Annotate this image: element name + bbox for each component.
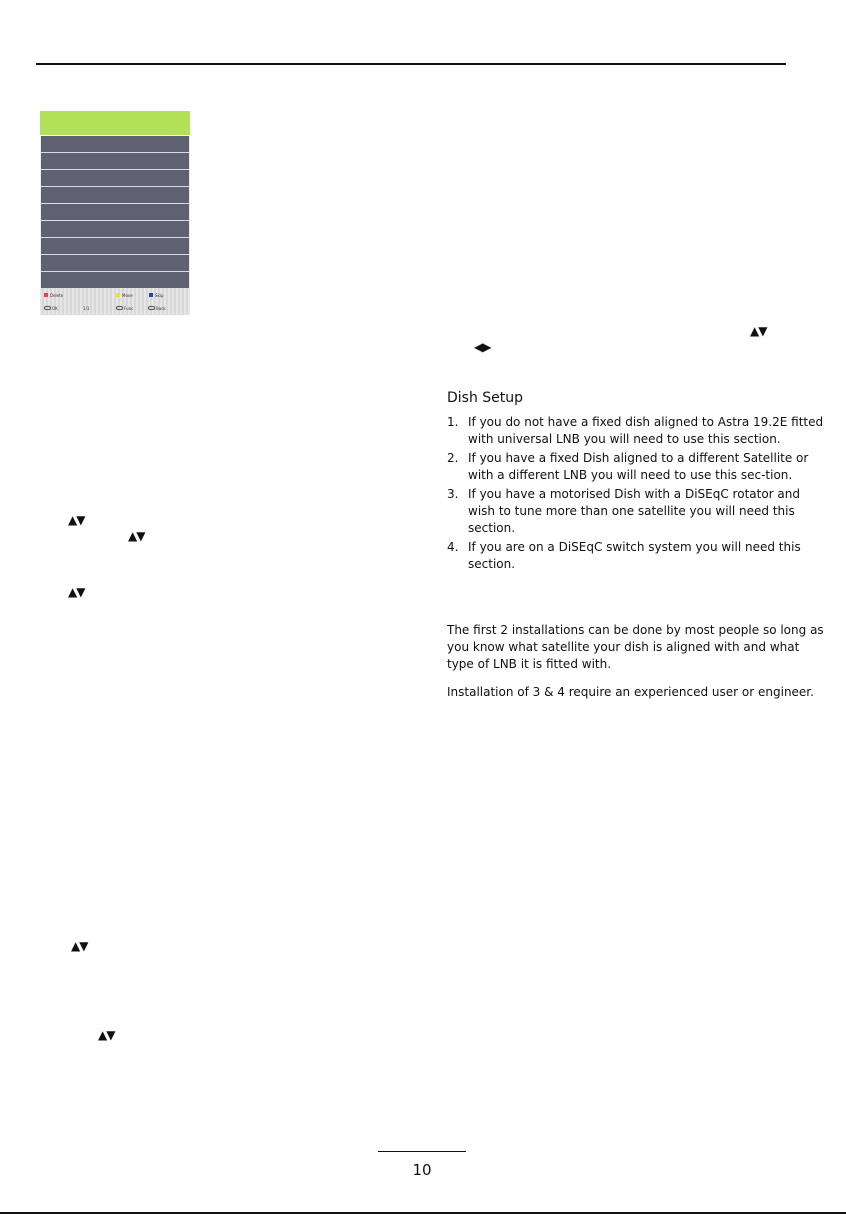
menu-footer [40, 288, 190, 315]
menu-item [41, 187, 189, 204]
up-down-arrows-icon: ▲▼ [68, 585, 85, 599]
yellow-key-label: Move [122, 293, 133, 298]
list-item [447, 539, 827, 573]
func-key-label: Func [124, 306, 134, 311]
paragraph: Installation of 3 & 4 require an experienced user or engineer. [447, 685, 814, 699]
up-down-arrows-icon: ▲▼ [71, 939, 88, 953]
list-item [447, 450, 827, 484]
up-down-arrows-icon: ▲▼ [98, 1028, 115, 1042]
list-number: 1. [447, 415, 459, 429]
list-text: If you do not have a fixed dish aligned to Astra 19.2E fitted with universal LNB you will need to use this section. [468, 415, 824, 446]
left-right-arrows-icon: ◀▶ [474, 340, 491, 354]
list-text: If you have a fixed Dish aligned to a different Satellite or with a different LNB you will need to use this sec-tion. [468, 451, 809, 482]
menu-item [41, 153, 189, 170]
menu-item-selected [40, 111, 190, 136]
back-key-icon [148, 306, 155, 310]
yellow-key-icon [116, 293, 120, 297]
page-number-rule [378, 1151, 466, 1152]
page-number: 10 [412, 1161, 432, 1179]
list-number: 2. [447, 451, 459, 465]
menu-item [41, 170, 189, 187]
back-key-label: Back [156, 306, 166, 311]
list-number: 4. [447, 540, 459, 554]
list-text: If you are on a DiSEqC switch system you will need this section. [468, 540, 801, 571]
func-key-icon [116, 306, 123, 310]
up-down-arrows-icon: ▲▼ [128, 529, 145, 543]
paragraph: The first 2 installations can be done by most people so long as you know what satellite your dish is aligned with and what type of LNB it is fitted with. [447, 623, 824, 671]
list-item [447, 414, 827, 448]
header-rule [36, 63, 786, 65]
up-down-arrows-icon: ▲▼ [750, 324, 767, 338]
ok-key-icon [44, 306, 51, 310]
ok-key-label: OK [52, 306, 58, 311]
menu-item [41, 136, 189, 153]
section-title: Dish Setup [447, 390, 524, 406]
blue-key-label: Skip [155, 293, 164, 298]
list-number: 3. [447, 487, 459, 501]
list-text: If you have a motorised Dish with a DiSEqC rotator and wish to tune more than one satellite you will need this section. [468, 487, 800, 535]
menu-item [41, 238, 189, 255]
red-key-icon [44, 293, 48, 297]
menu-item [41, 221, 189, 238]
up-down-arrows-icon: ▲▼ [68, 513, 85, 527]
menu-item [41, 204, 189, 221]
menu-item [41, 255, 189, 272]
list-item [447, 486, 827, 537]
page-indicator: 1/1 [83, 306, 90, 311]
menu-item [41, 272, 189, 288]
blue-key-icon [149, 293, 153, 297]
dish-setup-list [447, 414, 827, 575]
red-key-label: Delete [50, 293, 64, 298]
channel-menu-screenshot [40, 111, 190, 315]
